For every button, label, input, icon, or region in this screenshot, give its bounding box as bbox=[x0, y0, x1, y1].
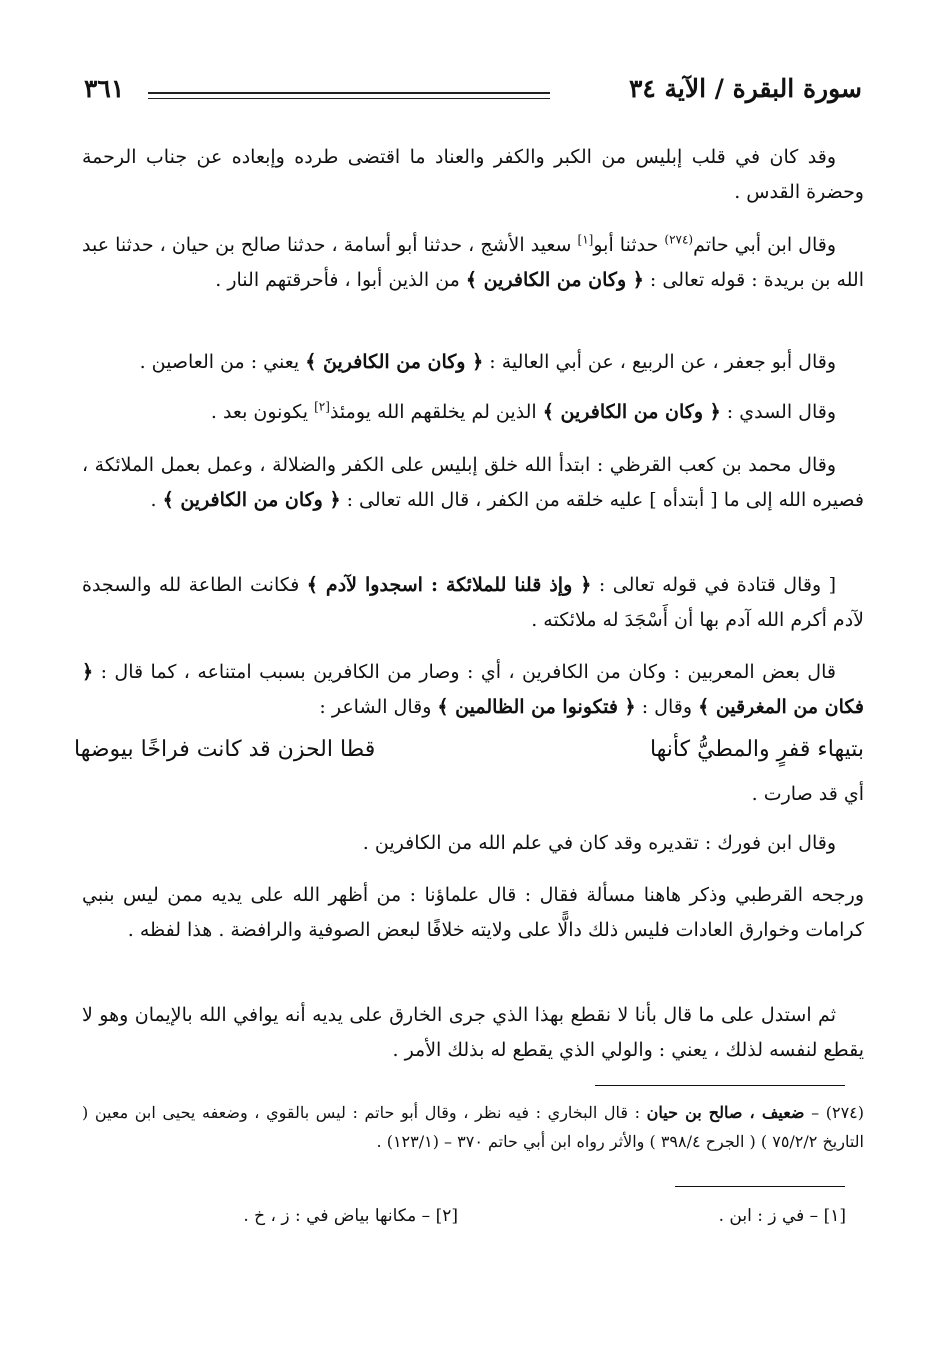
quran-quote: ﴿ فتكونوا من الظالمين ﴾ bbox=[437, 696, 636, 718]
quran-quote: ﴿ وكان من الكافرين ﴾ bbox=[542, 401, 721, 423]
endnote-2: [٢] – مكانها بياض في : ز ، خ . bbox=[243, 1206, 458, 1226]
paragraph-11: ثم استدل على ما قال بأنا لا نقطع بهذا الذي جرى الخارق على يديه أنه يوافي الله بالإيمان وهو لا يقطع لنفسه لذلك ، يعني : والولي الذي يقطع له بذلك الأمر . bbox=[82, 1004, 864, 1061]
quran-quote: ﴿ فكان من المغرقين ﴾ bbox=[82, 661, 864, 718]
paragraph-9: وقال ابن فورك : تقديره وقد كان في علم الله من الكافرين . bbox=[362, 832, 836, 854]
paragraph-1: وقد كان في قلب إبليس من الكبر والكفر والعناد ما اقتضى طرده وإبعاده عن جناب الرحمة وحضرة القدس . bbox=[82, 146, 864, 203]
quran-quote: ﴿ وكان من الكافرين ﴾ bbox=[162, 489, 341, 511]
footnote-ref-274[interactable]: (٢٧٤) bbox=[664, 232, 694, 247]
paragraph-8: أي قد صارت . bbox=[751, 783, 864, 805]
quran-quote: ﴿ وكان من الكافرين ﴾ bbox=[465, 269, 644, 291]
poem-hemistich-first: بتيهاء قفرٍ والمطيُّ كأنها bbox=[649, 737, 864, 762]
running-header-title: سورة البقرة / الآية ٣٤ bbox=[628, 74, 862, 103]
endnote-1: [١] – في ز : ابن . bbox=[718, 1206, 846, 1226]
header-rule bbox=[148, 92, 550, 99]
poem-verse bbox=[74, 732, 864, 768]
poem-hemistich-second: قطا الحزن قد كانت فراخًا بيوضها bbox=[74, 737, 376, 762]
paragraph-10: ورجحه القرطبي وذكر هاهنا مسألة فقال : قال علماؤنا : من أظهر الله على يديه ممن ليس بنبي كرامات وخوارق العادات فليس ذلك دالًّا على ولايته خلافًا لبعض الصوفية والرافضة . هذا لفظه . bbox=[82, 884, 864, 941]
paragraph-4: وقال السدي : ﴿ وكان من الكافرين ﴾ الذين لم يخلقهم الله يومئذ[٢] يكونون بعد . bbox=[210, 399, 836, 423]
paragraph-7: قال بعض المعربين : وكان من الكافرين ، أي : وصار من الكافرين بسبب امتناعه ، كما قال : ﴿ فكان من المغرقين ﴾ وقال : ﴿ فتكونوا من الظالمين ﴾ وقال الشاعر : bbox=[82, 661, 864, 718]
grading-label: ضعيف ، صالح بن حيان bbox=[646, 1103, 805, 1122]
page-number: ٣٦١ bbox=[84, 74, 125, 103]
footnote-rule bbox=[595, 1085, 845, 1086]
quran-quote: ﴿ وإذ قلنا للملائكة : اسجدوا لآدم ﴾ bbox=[306, 574, 592, 596]
paragraph-2: وقال ابن أبي حاتم$^{(٢٧٤)}$ حدثنا أبو[١] سعيد الأشج ، حدثنا أبو أسامة ، حدثنا صالح بن حيان ، حدثنا عبد الله بن بريدة : قوله تعالى : ﴿ وكان من الكافرين ﴾ من الذين أبوا ، فأحرقتهم النار . bbox=[82, 232, 864, 291]
footnote-274: (٢٧٤) – ضعيف ، صالح بن حيان : قال البخاري : فيه نظر ، وقال أبو حاتم : ليس بالقوي ، وضعفه يحيى ابن معين ( التاريخ ٧٥/٢/٢ ) ( الجرح ٣٩٨/٤ ) والأثر رواه ابن أبي حاتم ٣٧٠ – (١٢٣/١) . bbox=[82, 1103, 865, 1151]
endnote-ref-1[interactable]: [١] bbox=[577, 232, 594, 247]
paragraph-6: [ وقال قتادة في قوله تعالى : ﴿ وإذ قلنا للملائكة : اسجدوا لآدم ﴾ فكانت الطاعة لله والسجدة لآدم أكرم الله آدم بها أن أَسْجَدَ له ملائكته . bbox=[82, 574, 864, 631]
paragraph-5: وقال محمد بن كعب القرظي : ابتدأ الله خلق إبليس على الكفر والضلالة ، وعمل بعمل الملائكة ، فصيره الله إلى ما [ أبتدأه ] عليه خلقه من الكفر ، قال الله تعالى : ﴿ وكان من الكافرين ﴾ . bbox=[82, 454, 864, 511]
endnote-ref-2[interactable]: [٢] bbox=[314, 399, 330, 414]
endnote-rule bbox=[675, 1186, 845, 1187]
paragraph-3: وقال أبو جعفر ، عن الربيع ، عن أبي العالية : ﴿ وكان من الكافرينَ ﴾ يعني : من العاصين . bbox=[139, 351, 836, 373]
quran-quote: ﴿ وكان من الكافرينَ ﴾ bbox=[305, 351, 484, 373]
